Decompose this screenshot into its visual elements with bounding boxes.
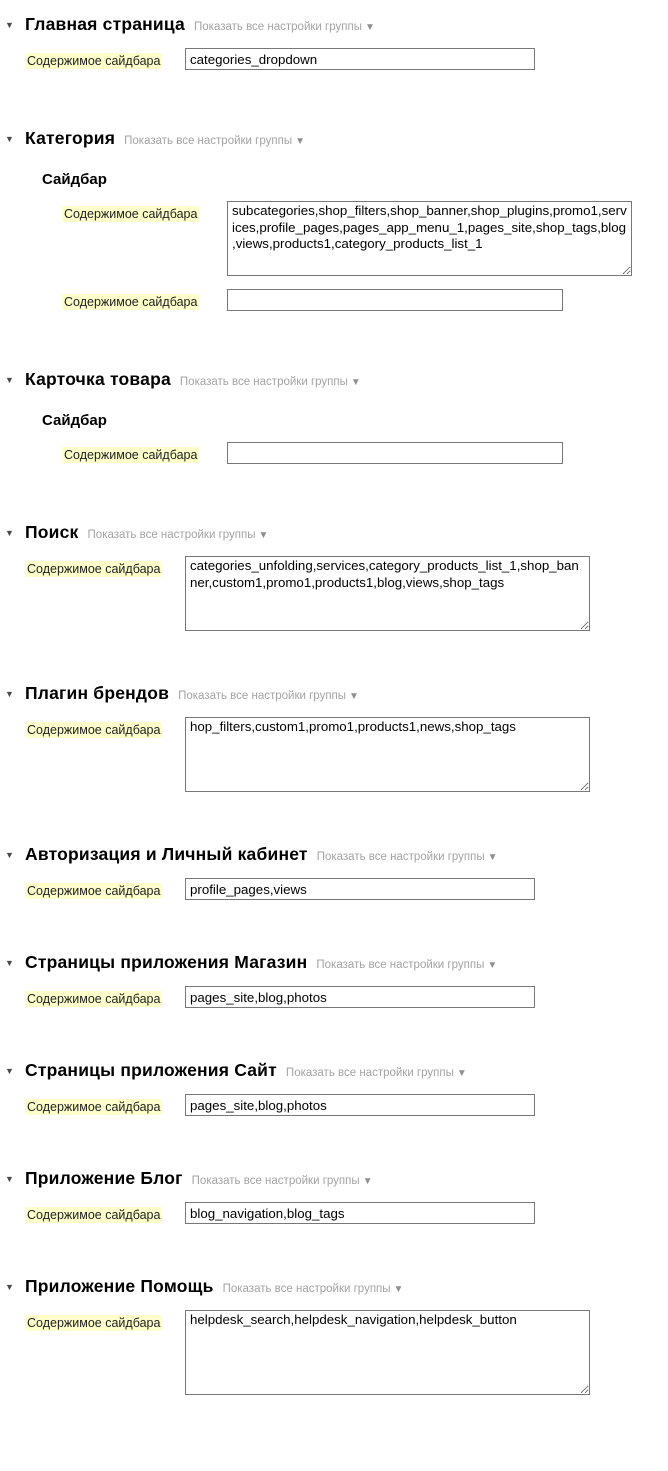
field-label: Содержимое сайдбара (27, 723, 161, 737)
field-row (5, 289, 668, 311)
collapse-triangle-icon[interactable]: ▼ (5, 1282, 14, 1292)
chevron-down-icon: ▼ (487, 852, 498, 863)
show-all-settings-link[interactable] (178, 690, 359, 702)
group-title: Плагин брендов (25, 683, 170, 703)
show-all-label: Показать все настройки группы (179, 376, 348, 388)
chevron-down-icon: ▼ (487, 960, 498, 971)
chevron-down-icon: ▼ (456, 1068, 467, 1079)
settings-group-product-card (5, 369, 668, 464)
group-header (5, 1276, 668, 1297)
field-row (5, 1202, 668, 1224)
show-all-label: Показать все настройки группы (222, 1283, 391, 1295)
show-all-label: Показать все настройки группы (285, 1067, 454, 1079)
settings-group-blog-app (5, 1168, 668, 1224)
show-all-label: Показать все настройки группы (178, 690, 347, 702)
field-row (5, 986, 668, 1008)
group-header (5, 952, 668, 973)
collapse-triangle-icon[interactable]: ▼ (5, 528, 14, 538)
group-title: Главная страница (25, 14, 185, 34)
show-all-settings-link[interactable] (180, 376, 361, 388)
show-all-settings-link[interactable] (286, 1067, 467, 1079)
field-label: Содержимое сайдбара (27, 1316, 161, 1330)
field-label-col (5, 289, 227, 311)
subsection-title: Сайдбар (42, 171, 107, 188)
group-header (5, 369, 668, 390)
field-row (5, 48, 668, 70)
sidebar-content-textarea[interactable] (185, 717, 590, 792)
field-label: Содержимое сайдбара (27, 884, 161, 898)
sidebar-content-textarea[interactable] (185, 556, 590, 631)
field-label-col (5, 878, 185, 900)
field-label-col (5, 1202, 185, 1224)
field-label-col (5, 717, 185, 739)
field-label-col (5, 986, 185, 1008)
field-label: Содержимое сайдбара (27, 1208, 161, 1222)
group-header (5, 683, 668, 704)
group-title: Страницы приложения Сайт (25, 1060, 277, 1080)
group-title: Категория (25, 128, 116, 148)
chevron-down-icon: ▼ (364, 22, 375, 33)
field-row (5, 878, 668, 900)
show-all-label: Показать все настройки группы (316, 959, 485, 971)
field-label: Содержимое сайдбара (27, 1100, 161, 1114)
chevron-down-icon: ▼ (393, 1284, 404, 1295)
chevron-down-icon: ▼ (350, 377, 361, 388)
field-label-col (5, 1094, 185, 1116)
group-title: Приложение Помощь (25, 1276, 214, 1296)
show-all-label: Показать все настройки группы (316, 851, 485, 863)
field-label: Содержимое сайдбара (27, 54, 161, 68)
group-header (5, 128, 668, 149)
settings-group-site-app-pages (5, 1060, 668, 1116)
group-title: Авторизация и Личный кабинет (25, 844, 308, 864)
group-title: Страницы приложения Магазин (25, 952, 308, 972)
group-header (5, 1168, 668, 1189)
field-row (5, 1094, 668, 1116)
field-row (5, 201, 668, 276)
chevron-down-icon: ▼ (349, 691, 359, 702)
show-all-label: Показать все настройки группы (124, 135, 293, 147)
show-all-settings-link[interactable] (88, 529, 269, 541)
field-label: Содержимое сайдбара (27, 562, 161, 576)
field-label-col (5, 442, 227, 464)
field-label: Содержимое сайдбара (64, 448, 198, 462)
show-all-label: Показать все настройки группы (194, 21, 362, 33)
settings-group-shop-app-pages (5, 952, 668, 1008)
subsection-title: Сайдбар (42, 412, 107, 429)
collapse-triangle-icon[interactable]: ▼ (5, 375, 14, 385)
field-label-col (5, 556, 185, 578)
field-label-col (5, 1310, 185, 1332)
show-all-label: Показать все настройки группы (87, 529, 256, 541)
field-label: Содержимое сайдбара (27, 992, 161, 1006)
field-label: Содержимое сайдбара (64, 207, 198, 221)
chevron-down-icon: ▼ (258, 530, 269, 541)
field-row (5, 1310, 668, 1395)
collapse-triangle-icon[interactable]: ▼ (5, 134, 14, 144)
sidebar-content-textarea[interactable] (227, 201, 632, 276)
show-all-label: Показать все настройки группы (191, 1175, 360, 1187)
settings-group-main-page (5, 14, 668, 70)
settings-group-auth-account (5, 844, 668, 900)
group-header (5, 844, 668, 865)
settings-group-helpdesk-app (5, 1276, 668, 1395)
settings-group-brands-plugin (5, 683, 668, 792)
collapse-triangle-icon[interactable]: ▼ (5, 689, 14, 699)
show-all-settings-link[interactable] (194, 21, 375, 33)
sidebar-content-textarea[interactable] (185, 1310, 590, 1395)
collapse-triangle-icon[interactable]: ▼ (5, 850, 14, 860)
show-all-settings-link[interactable] (316, 959, 497, 971)
chevron-down-icon: ▼ (295, 136, 306, 147)
chevron-down-icon: ▼ (362, 1176, 373, 1187)
collapse-triangle-icon[interactable]: ▼ (5, 20, 14, 30)
show-all-settings-link[interactable] (192, 1175, 373, 1187)
sidebar-content-input[interactable] (185, 48, 535, 70)
field-row (5, 717, 668, 792)
group-header (5, 14, 668, 35)
sidebar-content-input[interactable] (185, 1202, 535, 1224)
field-row (5, 442, 668, 464)
sidebar-content-input[interactable] (227, 289, 563, 311)
sidebar-content-input[interactable] (227, 442, 563, 464)
sidebar-content-input[interactable] (185, 986, 535, 1008)
group-title: Карточка товара (25, 369, 171, 389)
field-row (5, 556, 668, 631)
collapse-triangle-icon[interactable]: ▼ (5, 1174, 14, 1184)
settings-group-category (5, 128, 668, 311)
field-label: Содержимое сайдбара (64, 295, 198, 309)
group-header (5, 1060, 668, 1081)
field-label-col (5, 48, 185, 70)
show-all-settings-link[interactable] (124, 135, 305, 147)
group-title: Поиск (25, 522, 79, 542)
group-title: Приложение Блог (25, 1168, 183, 1188)
show-all-settings-link[interactable] (317, 851, 498, 863)
collapse-triangle-icon[interactable]: ▼ (5, 1066, 14, 1076)
settings-group-search (5, 522, 668, 631)
field-label-col (5, 201, 227, 223)
collapse-triangle-icon[interactable]: ▼ (5, 958, 14, 968)
sidebar-content-input[interactable] (185, 1094, 535, 1116)
sidebar-content-input[interactable] (185, 878, 535, 900)
show-all-settings-link[interactable] (223, 1283, 404, 1295)
group-header (5, 522, 668, 543)
